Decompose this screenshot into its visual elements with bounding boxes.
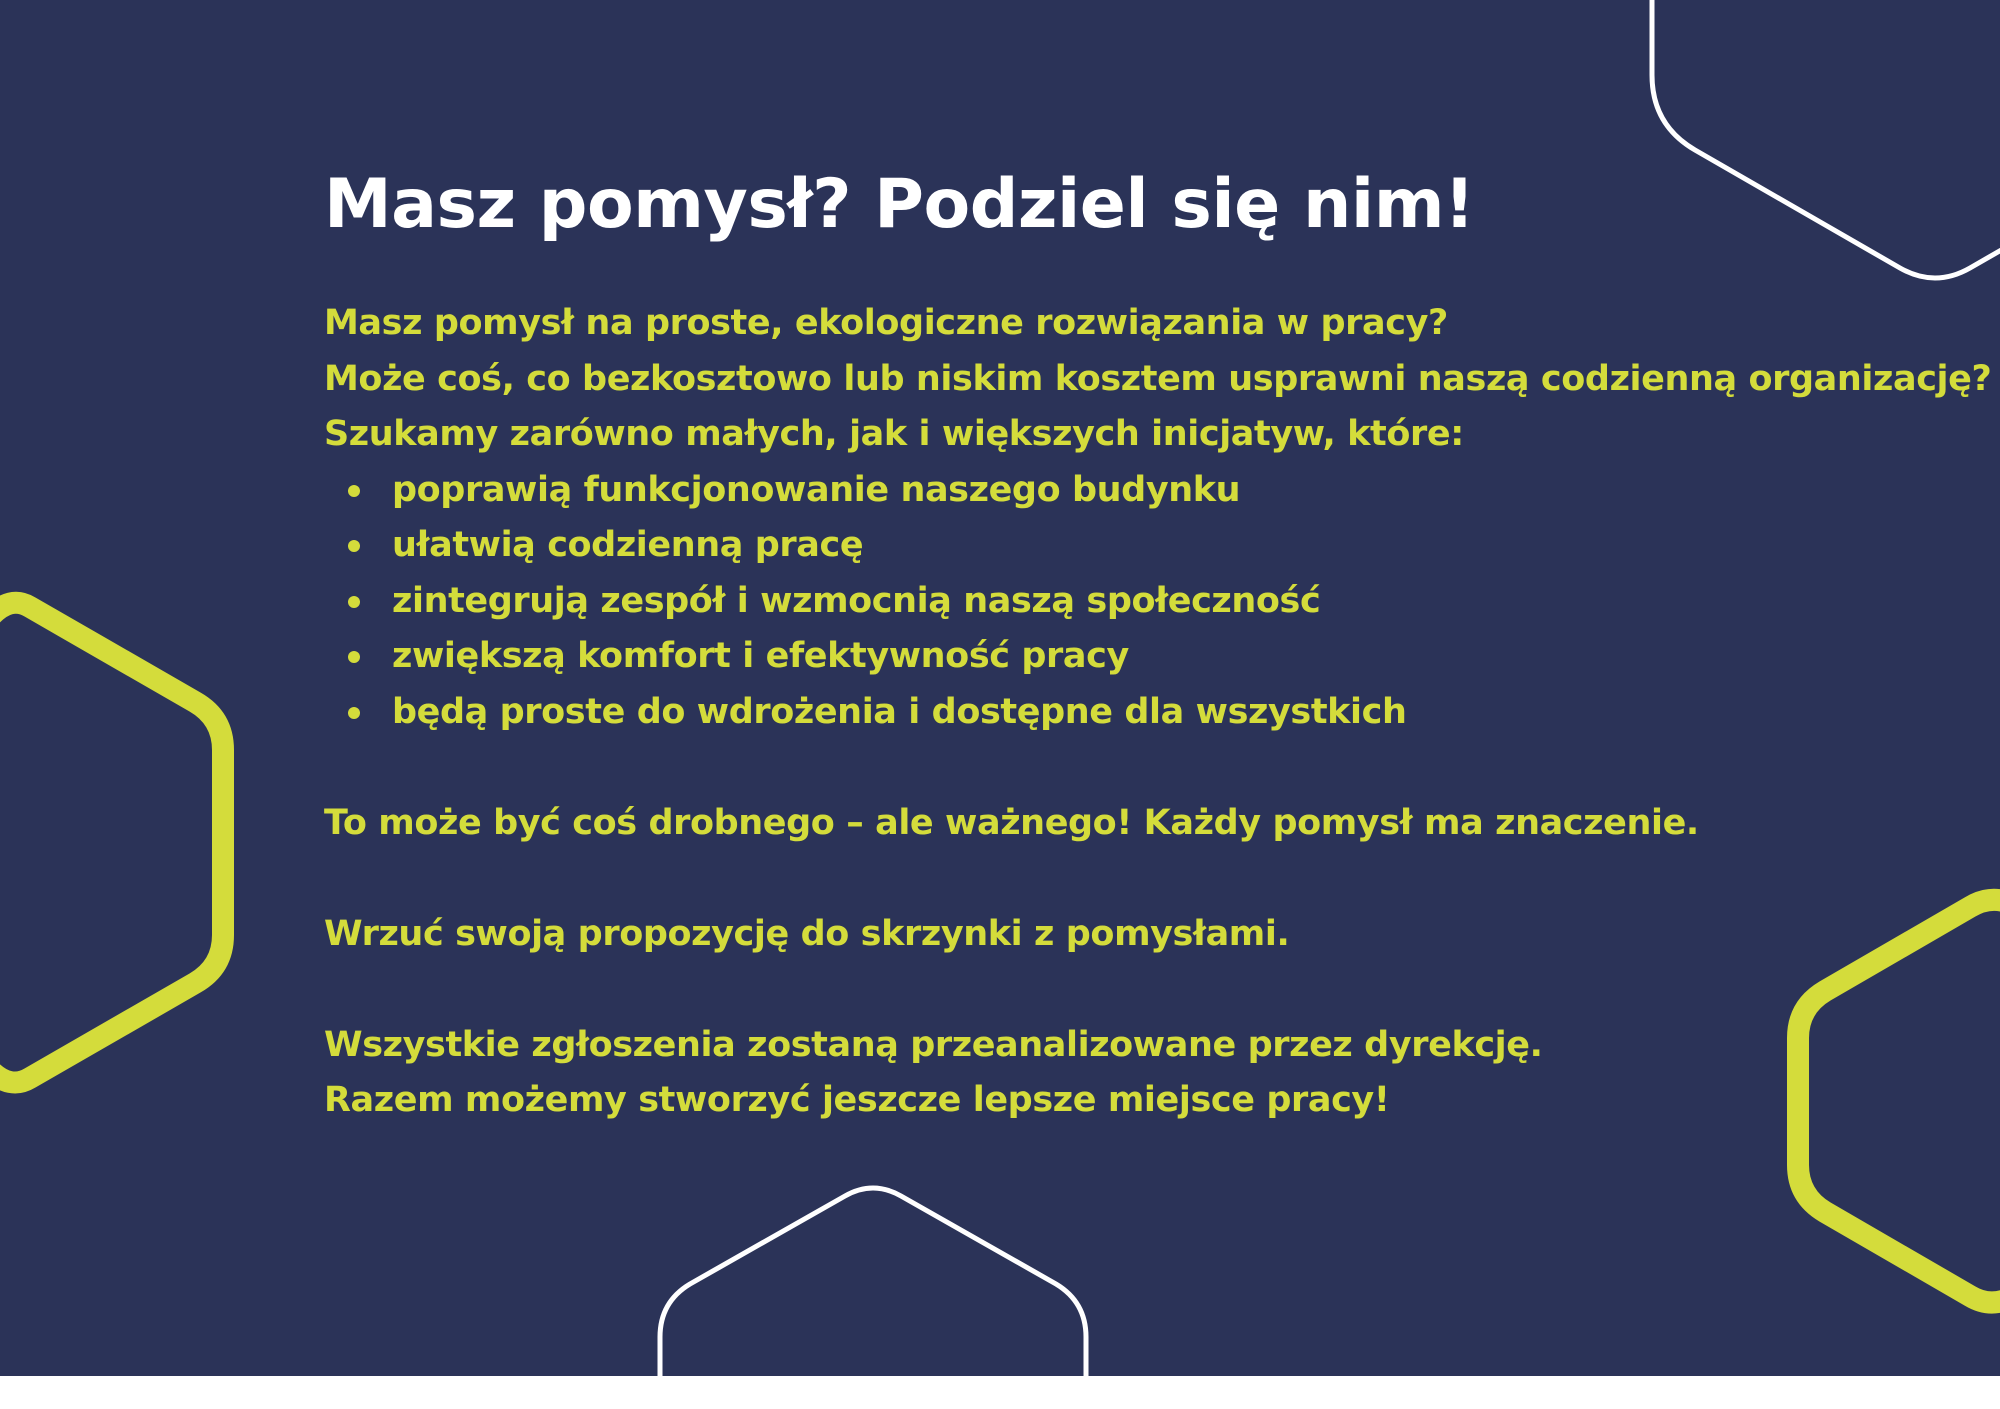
intro-line-2: Może coś, co bezkosztowo lub niskim kosztem usprawni naszą codzienną organizację? bbox=[324, 358, 1992, 399]
closing-line-2: Razem możemy stworzyć jeszcze lepsze miejsce pracy! bbox=[324, 1080, 1390, 1120]
closing-line-1: Wszystkie zgłoszenia zostaną przeanalizowane przez dyrekcję. bbox=[324, 1024, 1543, 1065]
bullet-icon bbox=[348, 485, 360, 497]
bullet-icon bbox=[348, 596, 360, 608]
page-title: Masz pomysł? Podziel się nim! bbox=[324, 165, 1475, 244]
intro-line-1: Masz pomysł na proste, ekologiczne rozwiązania w pracy? bbox=[324, 303, 1448, 343]
hexagon-left-outline bbox=[0, 603, 223, 1083]
list-item-text: będą proste do wdrożenia i dostępne dla wszystkich bbox=[392, 691, 1407, 732]
note-text: To może być coś drobnego – ale ważnego! Każdy pomysł ma znaczenie. bbox=[324, 802, 1699, 843]
list-item bbox=[324, 629, 1964, 685]
list-item bbox=[324, 574, 1964, 630]
body-text bbox=[324, 296, 1992, 1129]
content-block bbox=[324, 160, 1992, 1129]
list-item-text: ułatwią codzienną pracę bbox=[392, 525, 864, 565]
bullet-icon bbox=[348, 540, 360, 552]
bullet-icon bbox=[348, 651, 360, 663]
list-item bbox=[324, 463, 1964, 519]
spacer bbox=[324, 962, 1964, 1018]
spacer bbox=[324, 851, 1964, 907]
list-item-text: zintegrują zespół i wzmocnią naszą społeczność bbox=[392, 580, 1321, 621]
intro-line-3: Szukamy zarówno małych, jak i większych inicjatyw, które: bbox=[324, 414, 1464, 454]
list-item-text: zwiększą komfort i efektywność pracy bbox=[392, 636, 1129, 676]
spacer bbox=[324, 740, 1964, 796]
list-item-text: poprawią funkcjonowanie naszego budynku bbox=[392, 469, 1241, 510]
call-to-action-text: Wrzuć swoją propozycję do skrzynki z pomysłami. bbox=[324, 913, 1290, 954]
bullet-icon bbox=[348, 707, 360, 719]
list-item bbox=[324, 518, 1964, 574]
initiative-list bbox=[324, 463, 1964, 741]
list-item bbox=[324, 685, 1964, 741]
hexagon-bottom-outline bbox=[660, 1188, 1086, 1376]
